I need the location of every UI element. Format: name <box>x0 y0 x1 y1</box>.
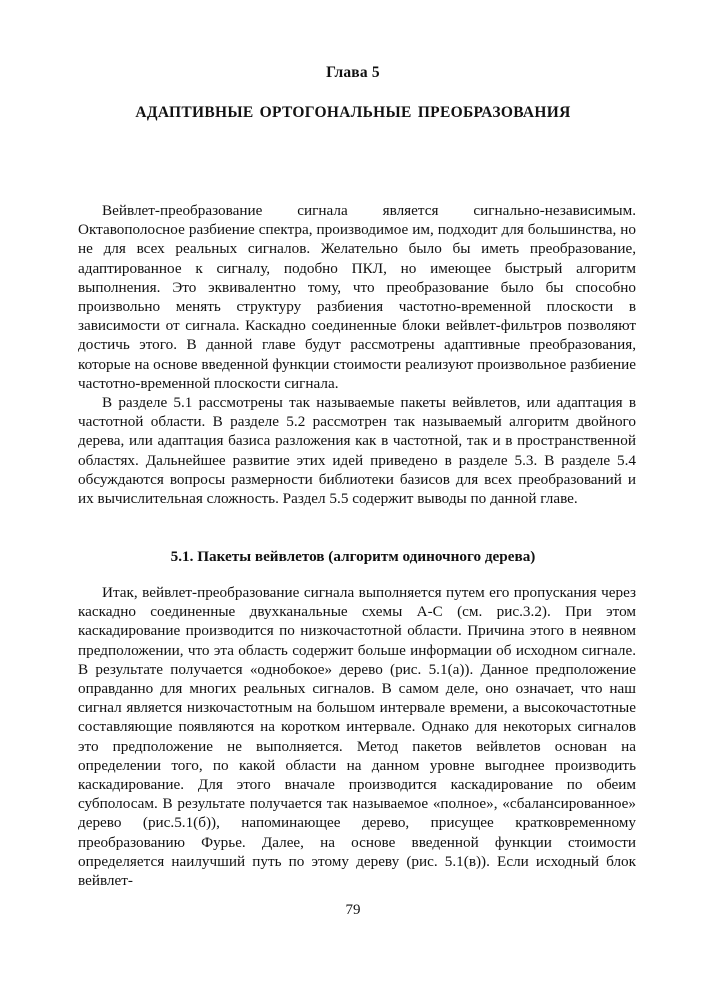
chapter-label: Глава 5 <box>326 64 380 81</box>
chapter-introduction <box>78 201 636 508</box>
intro-paragraph-1: Вейвлет-преобразование сигнала является сигнально-независимым. Октавополосное разбиение спектра, производимое им, подходит для большинства, но не для всех реальных сигналов. Желательно было бы иметь преобразование, адаптированное к сигналу, подобно ПКЛ, но имеющее быстрый алгоритм выполнения. Это эквивалентно тому, что преобразование было бы способно произвольно менять структуру разбиения частотно-временной плоскости в зависимости от сигнала. Каскадно соединенные блоки вейвлет-фильтров позволяют достичь этого. В данной главе будут рассмотрены адаптивные преобразования, которые на основе введенной функции стоимости реализуют произвольное разбиение частотно-временной плоскости сигнала. <box>78 202 636 392</box>
section-paragraph: Итак, вейвлет-преобразование сигнала выполняется путем его пропускания через каскадно соединенные двухканальные схемы А-С (см. рис.3.2). При этом каскадирование производится по низкочастотной области. Причина этого в неявном предположении, что эта область содержит больше информации об исходном сигнале. В результате получается «однобокое» дерево (рис. 5.1(а)). Данное предположение оправданно для многих реальных сигналов. В самом деле, оно означает, что наш сигнал является низкочастотным на большом интервале времени, а высокочастотные составляющие появляются на коротком интервале. Однако для некоторых сигналов это предположение не выполняется. Метод пакетов вейвлетов основан на определении того, по какой области на данном уровне выгоднее производить каскадирование. Для этого вначале производится каскадирование по обеим субполосам. В результате получается так называемое «полное», «сбалансированное» дерево (рис.5.1(б)), напоминающее дерево, присущее кратковременному преобразованию Фурье. Далее, на основе введенной функции стоимости определяется наилучший путь по этому дереву (рис. 5.1(в)). Если исходный блок вейвлет- <box>78 584 636 890</box>
section-body <box>78 583 636 890</box>
page-number: 79 <box>345 902 361 918</box>
chapter-title: АДАПТИВНЫЕ ОРТОГОНАЛЬНЫЕ ПРЕОБРАЗОВАНИЯ <box>135 104 571 121</box>
intro-paragraph-2: В разделе 5.1 рассмотрены так называемые пакеты вейвлетов, или адаптация в частотной области. В разделе 5.2 рассмотрен так называемый алгоритм двойного дерева, или адаптация базиса разложения как в частотной, так и в пространственной областях. Дальнейшее развитие этих идей приведено в разделе 5.3. В разделе 5.4 обсуждаются вопросы размерности библиотеки базисов для всех преобразований и их вычислительная сложность. Раздел 5.5 содержит выводы по данной главе. <box>78 394 636 508</box>
section-heading: 5.1. Пакеты вейвлетов (алгоритм одиночного дерева) <box>170 548 536 565</box>
